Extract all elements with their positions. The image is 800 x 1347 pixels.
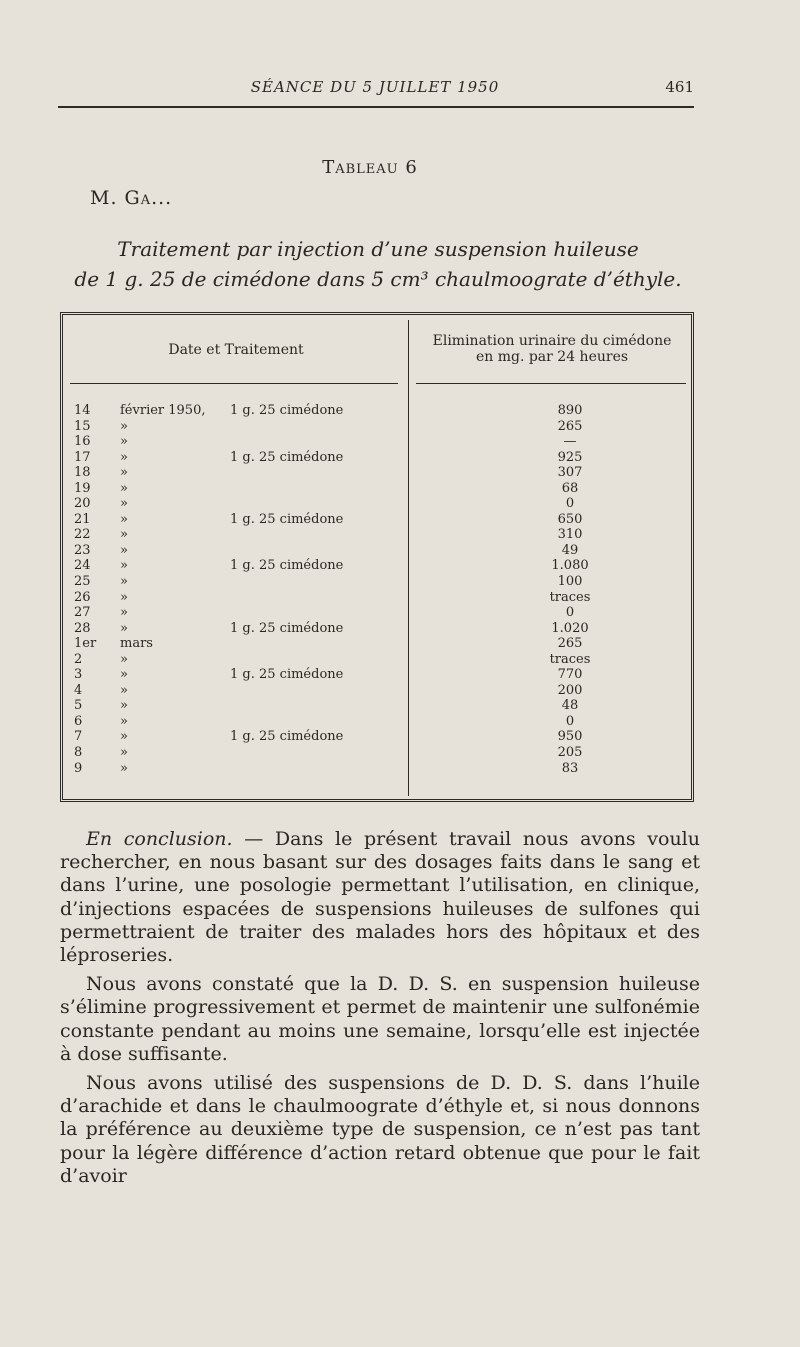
row-ditto: » — [120, 651, 128, 667]
table-row — [0, 590, 800, 606]
row-value: 205 — [557, 745, 583, 761]
col-header-date: Date et Traitement — [168, 342, 304, 358]
row-ditto: » — [120, 760, 128, 776]
table-row — [0, 745, 800, 761]
row-date: 15 — [74, 418, 91, 434]
running-head — [60, 78, 694, 104]
col-header-elimination-line2: en mg. par 24 heures — [475, 349, 629, 365]
table-row — [0, 652, 800, 668]
table-row — [0, 621, 800, 637]
row-ditto: » — [120, 713, 128, 729]
row-date: 27 — [74, 605, 91, 621]
row-ditto: » — [120, 465, 128, 481]
row-date: 22 — [74, 527, 91, 543]
table-row — [0, 403, 800, 419]
table-row — [0, 496, 800, 512]
row-ditto: » — [120, 511, 128, 527]
row-date: 17 — [74, 449, 91, 465]
table-row — [0, 636, 800, 652]
paragraph-2: Nous avons constaté que la D. D. S. en suspension huileuse s’élimine progressivement et permet de maintenir une sulfonémie constante pendant au moins une semaine, lorsqu’elle est injectée à dose suffisante. — [60, 973, 700, 1065]
row-date: 23 — [74, 542, 91, 558]
row-date: 14 — [74, 403, 91, 418]
row-ditto: » — [120, 745, 128, 761]
row-treatment: 1 g. 25 cimédone — [230, 511, 344, 527]
table-row — [0, 729, 800, 745]
row-date: 6 — [74, 713, 83, 729]
row-ditto: mars — [120, 636, 153, 652]
row-value: 0 — [565, 713, 575, 729]
conclusion-lead: En conclusion. — [86, 828, 233, 850]
row-date: 3 — [74, 667, 83, 683]
page-number: 461 — [665, 78, 694, 96]
row-ditto: » — [120, 682, 128, 698]
row-value: 310 — [557, 527, 583, 543]
row-treatment: 1 g. 25 cimédone — [230, 403, 344, 418]
row-value: 1.080 — [551, 558, 589, 574]
row-date: 21 — [74, 511, 91, 527]
table-row — [0, 450, 800, 466]
conclusion-text: — Dans le présent travail nous avons voulu rechercher, en nous basant sur des dosages faits dans le sang et dans l’urine, une posologie permettant l’utilisation, en clinique, d’injections espacées de suspensions huileuses de sulfones qui permettraient de traiter des malades hors des hôpitaux et des léproseries. — [60, 828, 700, 967]
row-value: 0 — [565, 496, 575, 512]
row-date: 7 — [74, 729, 83, 745]
row-date: 25 — [74, 574, 91, 590]
patient-name: M. Ga... — [90, 187, 173, 209]
row-ditto: » — [120, 542, 128, 558]
table-row — [0, 714, 800, 730]
row-value: 68 — [561, 480, 579, 496]
row-date: 24 — [74, 558, 91, 574]
row-value: 265 — [557, 636, 583, 652]
header-rule-right — [416, 383, 686, 384]
row-ditto: » — [120, 729, 128, 745]
table-row — [0, 527, 800, 543]
table-row — [0, 481, 800, 497]
treatment-title — [60, 234, 696, 294]
row-ditto: » — [120, 589, 128, 605]
row-ditto: » — [120, 496, 128, 512]
table-row — [0, 465, 800, 481]
paragraph-conclusion — [60, 828, 700, 967]
row-ditto: » — [120, 574, 128, 590]
table-row — [0, 683, 800, 699]
row-value: 650 — [557, 511, 583, 527]
row-value: traces — [549, 589, 591, 605]
row-value: 83 — [561, 760, 579, 776]
paragraph-3: Nous avons utilisé des suspensions de D. D. S. dans l’huile d’arachide et dans le chaulmoograte d’éthyle et, si nous donnons la préférence au deuxième type de suspension, ce n’est pas tant pour la légère différence d’action retard obtenue que pour le fait d’avoir — [60, 1072, 700, 1187]
table-row — [0, 574, 800, 590]
row-value: 307 — [557, 465, 583, 481]
row-ditto: » — [120, 558, 128, 574]
row-date: 4 — [74, 682, 83, 698]
row-value: — — [563, 434, 577, 450]
body-text — [60, 828, 700, 1194]
row-value: 48 — [561, 698, 579, 714]
row-treatment: 1 g. 25 cimédone — [230, 620, 344, 636]
table-row — [0, 434, 800, 450]
row-value: 770 — [557, 667, 583, 683]
row-ditto: » — [120, 480, 128, 496]
col-header-elimination — [412, 333, 692, 365]
row-date: 28 — [74, 620, 91, 636]
row-ditto: » — [120, 434, 128, 450]
table-row — [0, 512, 800, 528]
row-treatment: 1 g. 25 cimédone — [230, 449, 344, 465]
row-value: 950 — [557, 729, 583, 745]
table-body — [0, 403, 800, 776]
row-treatment: 1 g. 25 cimédone — [230, 558, 344, 574]
row-date: 16 — [74, 434, 91, 450]
table-row — [0, 761, 800, 777]
row-date: 18 — [74, 465, 91, 481]
row-value: 890 — [557, 403, 583, 418]
table-caption: Tableau 6 — [322, 157, 418, 178]
running-title: SÉANCE DU 5 JUILLET 1950 — [250, 78, 500, 96]
row-ditto: » — [120, 527, 128, 543]
row-value: 265 — [557, 418, 583, 434]
table-row — [0, 543, 800, 559]
row-date: 2 — [74, 651, 83, 667]
row-date: 19 — [74, 480, 91, 496]
row-ditto: » — [120, 605, 128, 621]
row-ditto: » — [120, 620, 128, 636]
row-value: traces — [549, 651, 591, 667]
row-value: 0 — [565, 605, 575, 621]
row-date: 20 — [74, 496, 91, 512]
row-value: 200 — [557, 682, 583, 698]
row-ditto: » — [120, 449, 128, 465]
treatment-title-line2: de 1 g. 25 de cimédone dans 5 cm³ chaulmoograte d’éthyle. — [74, 267, 682, 291]
row-ditto: » — [120, 418, 128, 434]
treatment-title-line1: Traitement par injection d’une suspension huileuse — [117, 237, 639, 261]
row-date: 9 — [74, 760, 83, 776]
table-row — [0, 558, 800, 574]
row-date: 8 — [74, 745, 83, 761]
table-row — [0, 605, 800, 621]
row-date: 5 — [74, 698, 83, 714]
row-value: 925 — [557, 449, 583, 465]
col-header-elimination-line1: Elimination urinaire du cimédone — [432, 333, 672, 349]
row-value: 1.020 — [551, 620, 589, 636]
row-ditto: » — [120, 667, 128, 683]
row-date: 1er — [74, 636, 97, 652]
row-treatment: 1 g. 25 cimédone — [230, 667, 344, 683]
row-date: 26 — [74, 589, 91, 605]
row-treatment: 1 g. 25 cimédone — [230, 729, 344, 745]
row-value: 100 — [557, 574, 583, 590]
table-row — [0, 419, 800, 435]
row-ditto: février 1950, — [120, 403, 206, 418]
table-row — [0, 698, 800, 714]
table-row — [0, 667, 800, 683]
row-value: 49 — [561, 542, 579, 558]
header-rule — [58, 106, 694, 108]
header-rule-left — [70, 383, 398, 384]
row-ditto: » — [120, 698, 128, 714]
